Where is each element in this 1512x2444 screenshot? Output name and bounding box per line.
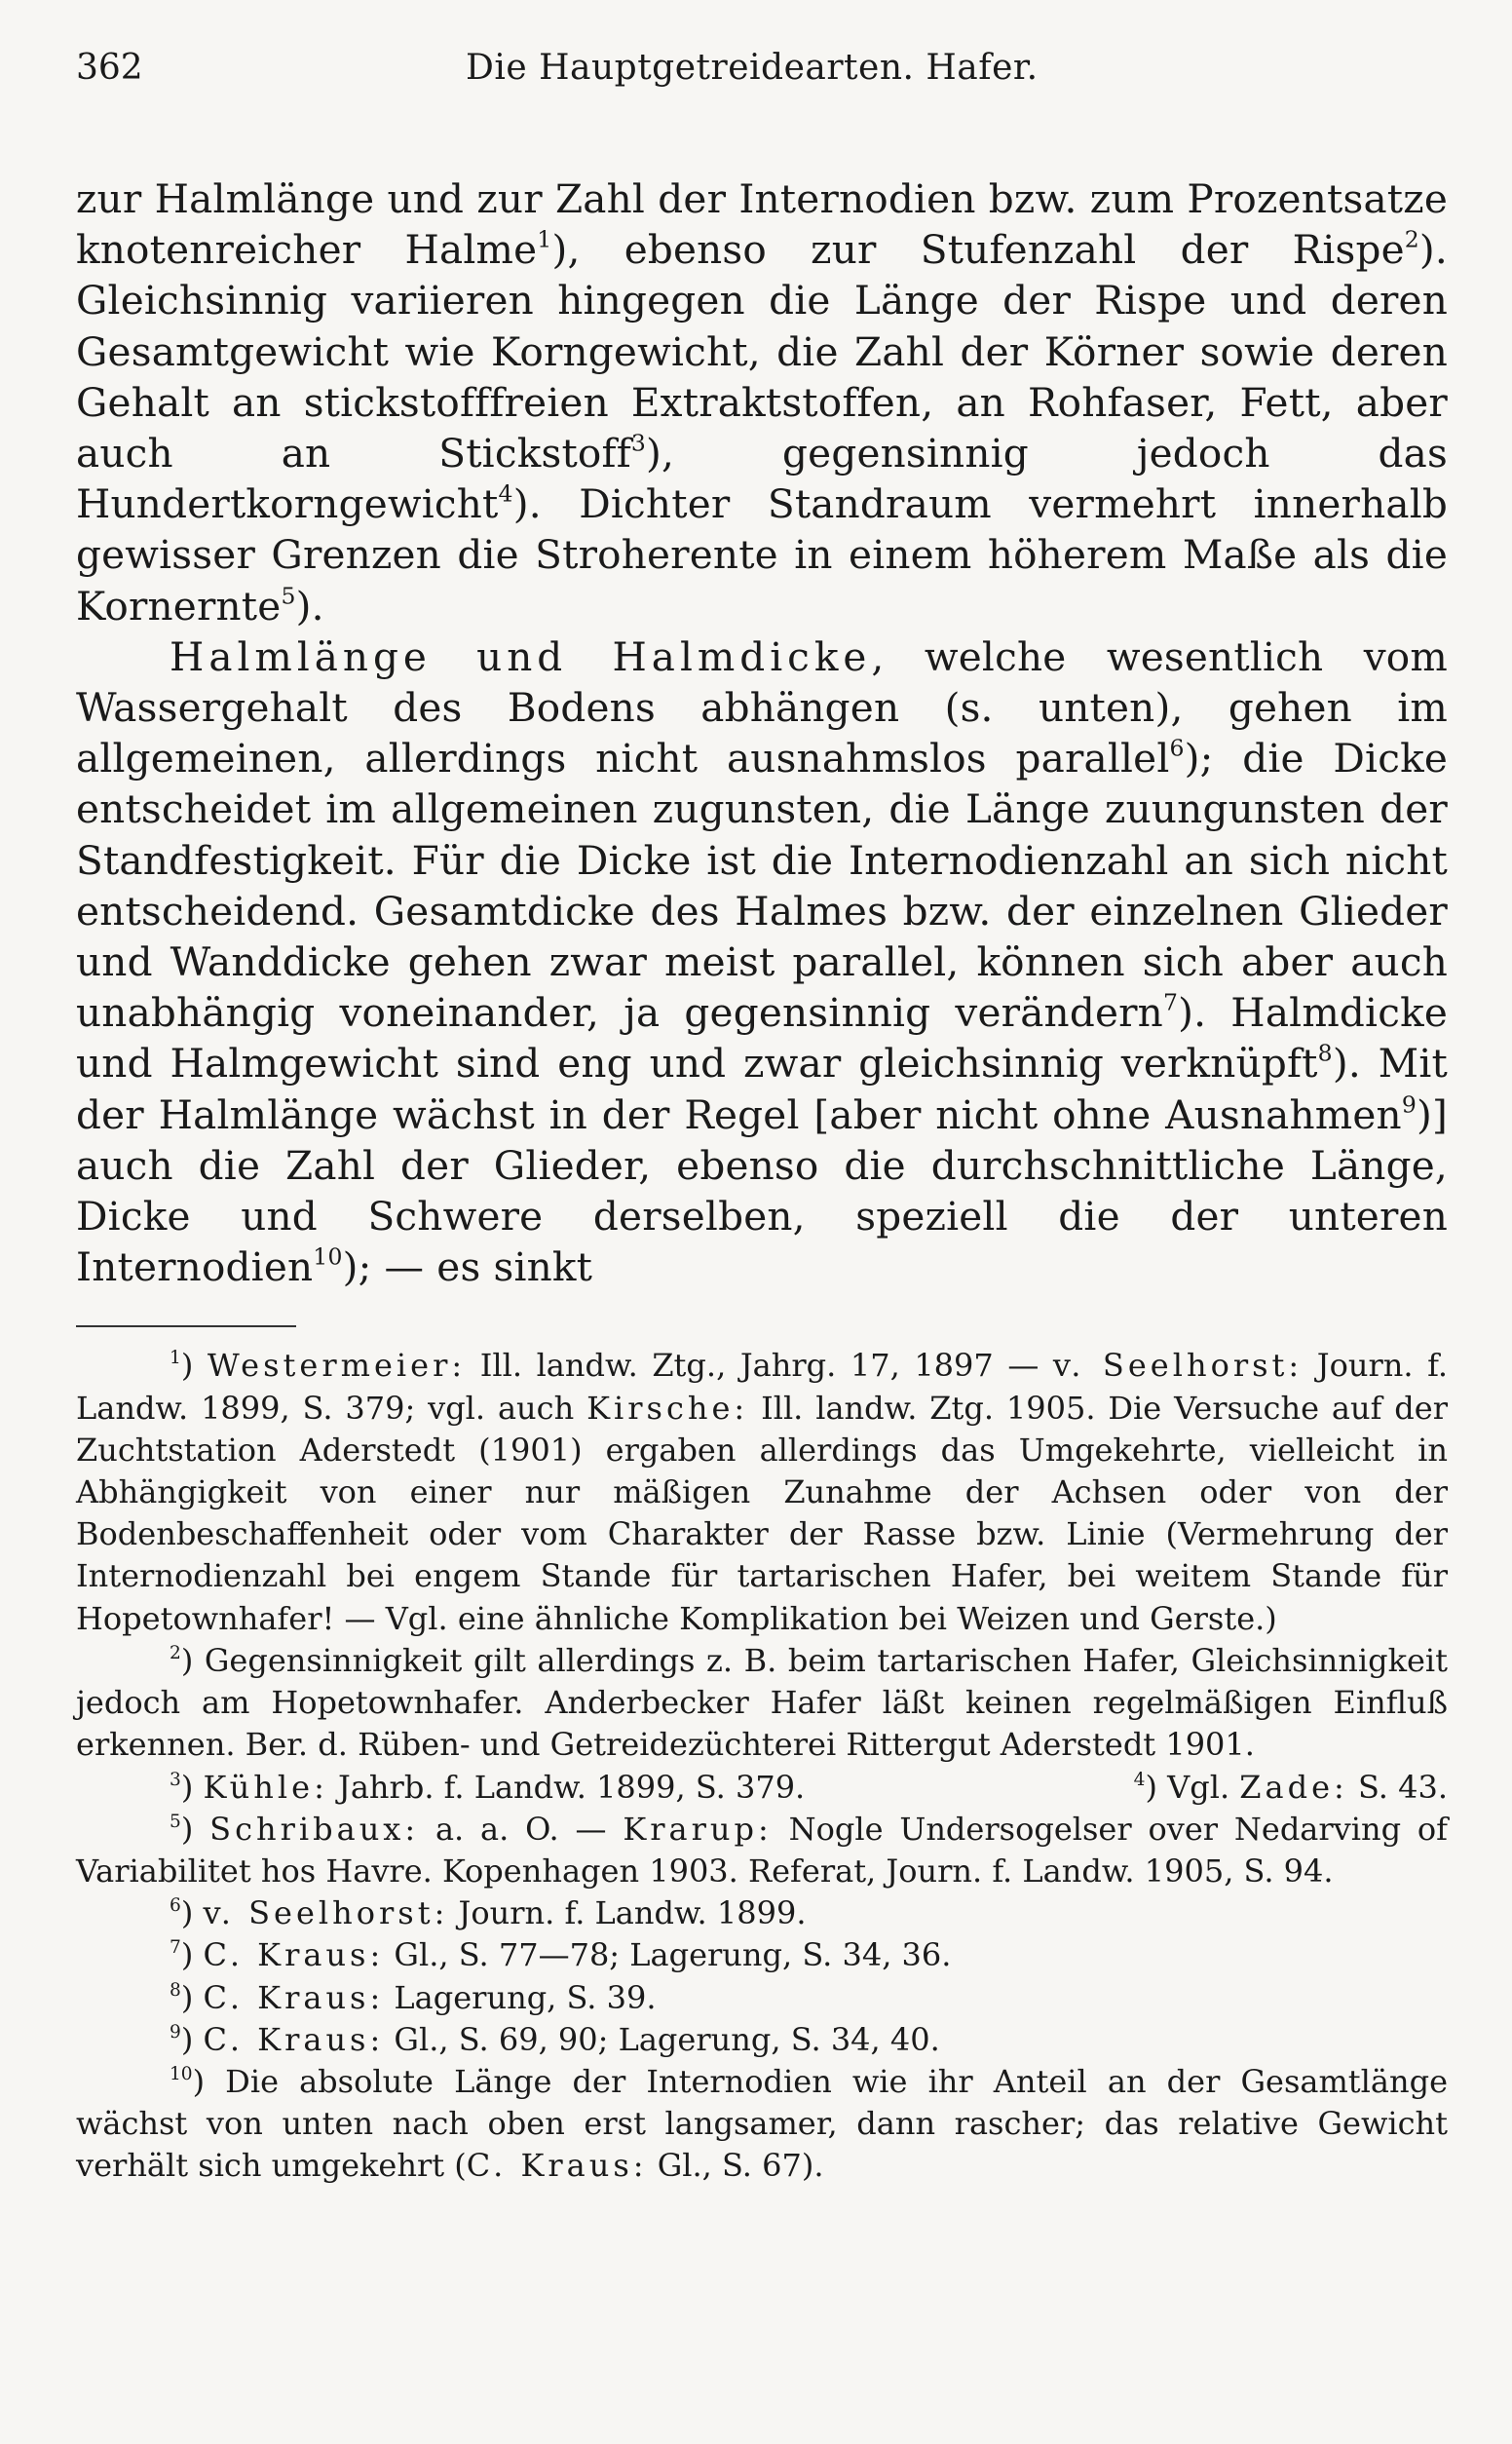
author-name: C. Kraus: [203, 1936, 385, 1974]
footnote-4: $^4$) Vgl. Zade: S. 43. [1133, 1768, 1448, 1806]
footnote-8: $^8$) C. Kraus: Lagerung, S. 39. [170, 1978, 657, 2016]
text-run: Journ. f. Landw. 1899. [448, 1894, 807, 1932]
footnote-number: 5 [170, 1811, 181, 1832]
text-run: ), gegensinnig jedoch das Hundertkorngewicht [76, 430, 1448, 528]
author-name: Kühle: [203, 1768, 328, 1806]
text-run: ). Gleichsinnig variieren hingegen die Länge der Rispe und deren Gesamtgewicht wie Korngewicht, die Zahl der Körner sowie deren Gehalt an stickstofffreien Extraktstoffen, an Rohfaser, Fett, aber auch an Stickstoff [76, 226, 1448, 477]
author-name: Zade: [1239, 1768, 1348, 1806]
footnote-number: 8 [170, 1979, 181, 2001]
footnote-row-3-4 [76, 1767, 1448, 1809]
footnote-number: 3 [170, 1769, 181, 1790]
footnote-9: $^9$) C. Kraus: Gl., S. 69, 90; Lagerung, S. 34, 40. [170, 2020, 940, 2058]
footnote-2: $^2$) Gegensinnigkeit gilt allerdings z. B. beim tartarischen Hafer, Gleichsinnigkeit jedoch am Hopetownhafer. Anderbecker Hafer läßt keinen regelmäßigen Einfluß erkennen. Ber. d. Rüben- und Getreidezüchterei Rittergut Aderstedt 1901. [76, 1641, 1448, 1764]
footnote-3: $^3$) Kühle: Jahrb. f. Landw. 1899, S. 379. [170, 1768, 806, 1806]
footnote-5: $^5$) Schribaux: a. a. O. — Krarup: Nogle Undersogelser over Nedarving of Variabilitet hos Havre. Kopenhagen 1903. Referat, Journ. f. Landw. 1905, S. 94. [76, 1810, 1449, 1890]
footnote-10: $^{10}$) Die absolute Länge der Internodien wie ihr Anteil an der Gesamtlänge wächst von unten nach oben erst langsamer, dann rascher; das relative Gewicht verhält sich umgekehrt (C. Kraus: Gl., S. 67). [76, 2062, 1448, 2185]
text-run: S. 43. [1347, 1768, 1448, 1806]
emphasized-term: Halmlänge und Halmdicke [170, 632, 872, 680]
footnote-ref[interactable]: 6 [1169, 734, 1185, 762]
text-run: )] auch die Zahl der Glieder, ebenso die durchschnittliche Länge, Dicke und Schwere derselben, speziell die der unteren Internodien [76, 1090, 1448, 1291]
author-name: C. Kraus: [203, 2020, 385, 2058]
text-run: Gl., S. 67). [647, 2147, 824, 2185]
footnote-ref[interactable]: 2 [1404, 225, 1419, 253]
author-name: Schribaux: [209, 1810, 420, 1848]
text-run: Lagerung, S. 39. [384, 1978, 657, 2016]
text-run: Gl., S. 69, 90; Lagerung, S. 34, 40. [384, 2020, 940, 2058]
footnote-number: 10 [170, 2063, 193, 2084]
footnote-6: $^6$) v. Seelhorst: Journ. f. Landw. 1899. [170, 1894, 807, 1932]
footnotes [76, 1345, 1448, 2187]
footnote-ref[interactable]: 5 [281, 582, 296, 610]
text-run: ); — es sinkt [342, 1243, 593, 1291]
footnote-number: 9 [170, 2021, 181, 2043]
paragraph-2 [76, 631, 1448, 1293]
text-run: Vgl. [1156, 1768, 1240, 1806]
text-run: Ill. landw. Ztg. 1905. Die Versuche auf der Zuchtstation Aderstedt (1901) ergaben allerdings das Umgekehrte, vielleicht in Abhängigkeit von einer nur mäßigen Zunahme der Achsen oder von der Bodenbeschaffenheit oder vom Charakter der Rasse bzw. Linie (Vermehrung der Internodienzahl bei engem Stande für tartarischen Hafer, bei weitem Stande für Hopetownhafer! — Vgl. eine ähnliche Komplikation bei Weizen und Gerste.) [76, 1389, 1449, 1637]
footnote-1: $^1$) Westermeier: Ill. landw. Ztg., Jahrg. 17, 1897 — v. Seelhorst: Journ. f. Landw. 1899, S. 379; vgl. auch Kirsche: Ill. landw. Ztg. 1905. Die Versuche auf der Zuchtstation Aderstedt (1901) ergaben allerdings das Umgekehrte, vielleicht in Abhängigkeit von einer nur mäßigen Zunahme der Achsen oder von der Bodenbeschaffenheit oder vom Charakter der Rasse bzw. Linie (Vermehrung der Internodienzahl bei engem Stande für tartarischen Hafer, bei weitem Stande für Hopetownhafer! — Vgl. eine ähnliche Komplikation bei Weizen und Gerste.) [76, 1347, 1449, 1637]
footnote-ref[interactable]: 4 [498, 479, 513, 508]
page-number: 362 [76, 48, 143, 88]
author-name: C. Kraus: [466, 2147, 648, 2185]
text-run: Die absolute Länge der Internodien wie ihr Anteil an der Gesamtlänge wächst von unten nach oben erst langsamer, dann rascher; das relative Gewicht verhält sich umgekehrt ( [76, 2062, 1448, 2185]
book-page [76, 39, 1448, 2188]
footnote-ref[interactable]: 9 [1401, 1090, 1417, 1119]
author-name: v. Seelhorst: [1052, 1347, 1304, 1385]
paragraph-1 [76, 173, 1448, 631]
text-run: , welche wesentlich vom Wassergehalt des Bodens abhängen (s. unten), gehen im allgemeinen, allerdings nicht ausnahmslos parallel [76, 632, 1448, 783]
footnote-ref[interactable]: 7 [1162, 988, 1179, 1016]
text-run: Jahrb. f. Landw. 1899, S. 379. [327, 1768, 806, 1806]
text-run: ), ebenso zur Stufenzahl der Rispe [551, 226, 1405, 274]
footnote-number: 4 [1133, 1769, 1146, 1790]
footnote-divider [76, 1325, 296, 1327]
text-run: ); die Dicke entscheidet im allgemeinen zugunsten, die Länge zuungunsten der Standfestigkeit. Für die Dicke ist die Internodienzahl an sich nicht entscheidend. Gesamtdicke des Halmes bzw. der einzelnen Glieder und Wanddicke gehen zwar meist parallel, können sich aber auch unabhängig voneinander, ja gegensinnig verändern [76, 735, 1448, 1037]
running-title: Die Hauptgetreidearten. Hafer. [466, 48, 1039, 88]
text-run: ). Halmdicke und Halmgewicht sind eng und zwar gleichsinnig verknüpft [76, 989, 1448, 1088]
text-run: ). Mit der Halmlänge wächst in der Regel [aber nicht ohne Ausnahmen [76, 1040, 1448, 1138]
author-name: C. Kraus: [203, 1978, 385, 2016]
page-header [76, 39, 1448, 97]
footnote-number: 2 [170, 1642, 181, 1663]
footnote-ref[interactable]: 3 [630, 429, 647, 457]
text-run: Nogle Undersogelser over Nedarving of Variabilitet hos Havre. Kopenhagen 1903. Referat, Journ. f. Landw. 1905, S. 94. [76, 1810, 1449, 1890]
footnote-ref[interactable]: 10 [313, 1242, 343, 1271]
footnote-number: 1 [170, 1348, 181, 1369]
text-run: a. a. O. — [419, 1810, 624, 1848]
author-name: Kirsche: [586, 1389, 749, 1427]
text-run: ). Dichter Standraum vermehrt innerhalb gewisser Grenzen die Stroherente in einem höherem Maße als die Kornernte [76, 480, 1448, 630]
text-run: ). [295, 582, 324, 630]
author-name: Krarup: [623, 1810, 773, 1848]
text-run: Gegensinnigkeit gilt allerdings z. B. beim tartarischen Hafer, Gleichsinnigkeit jedoch am Hopetownhafer. Anderbecker Hafer läßt keinen regelmäßigen Einfluß erkennen. Ber. d. Rüben- und Getreidezüchterei Rittergut Aderstedt 1901. [76, 1641, 1448, 1764]
footnote-ref[interactable]: 8 [1317, 1040, 1333, 1068]
text-run: Journ. f. Landw. 1899, S. 379; vgl. auch [76, 1347, 1449, 1427]
text-run: zur Halmlänge und zur Zahl der Internodien bzw. zum Prozentsatze knotenreicher Halme [76, 175, 1448, 274]
text-run: Gl., S. 77—78; Lagerung, S. 34, 36. [384, 1936, 952, 1974]
footnote-number: 7 [170, 1937, 181, 1959]
footnote-7: $^7$) C. Kraus: Gl., S. 77—78; Lagerung, S. 34, 36. [170, 1936, 952, 1974]
footnote-ref[interactable]: 1 [537, 225, 552, 253]
author-name: v. Seelhorst: [203, 1894, 449, 1932]
author-name: Westermeier: [207, 1347, 467, 1385]
text-run: Ill. landw. Ztg., Jahrg. 17, 1897 — [466, 1347, 1053, 1385]
main-text [76, 173, 1448, 1292]
footnote-number: 6 [170, 1895, 181, 1917]
